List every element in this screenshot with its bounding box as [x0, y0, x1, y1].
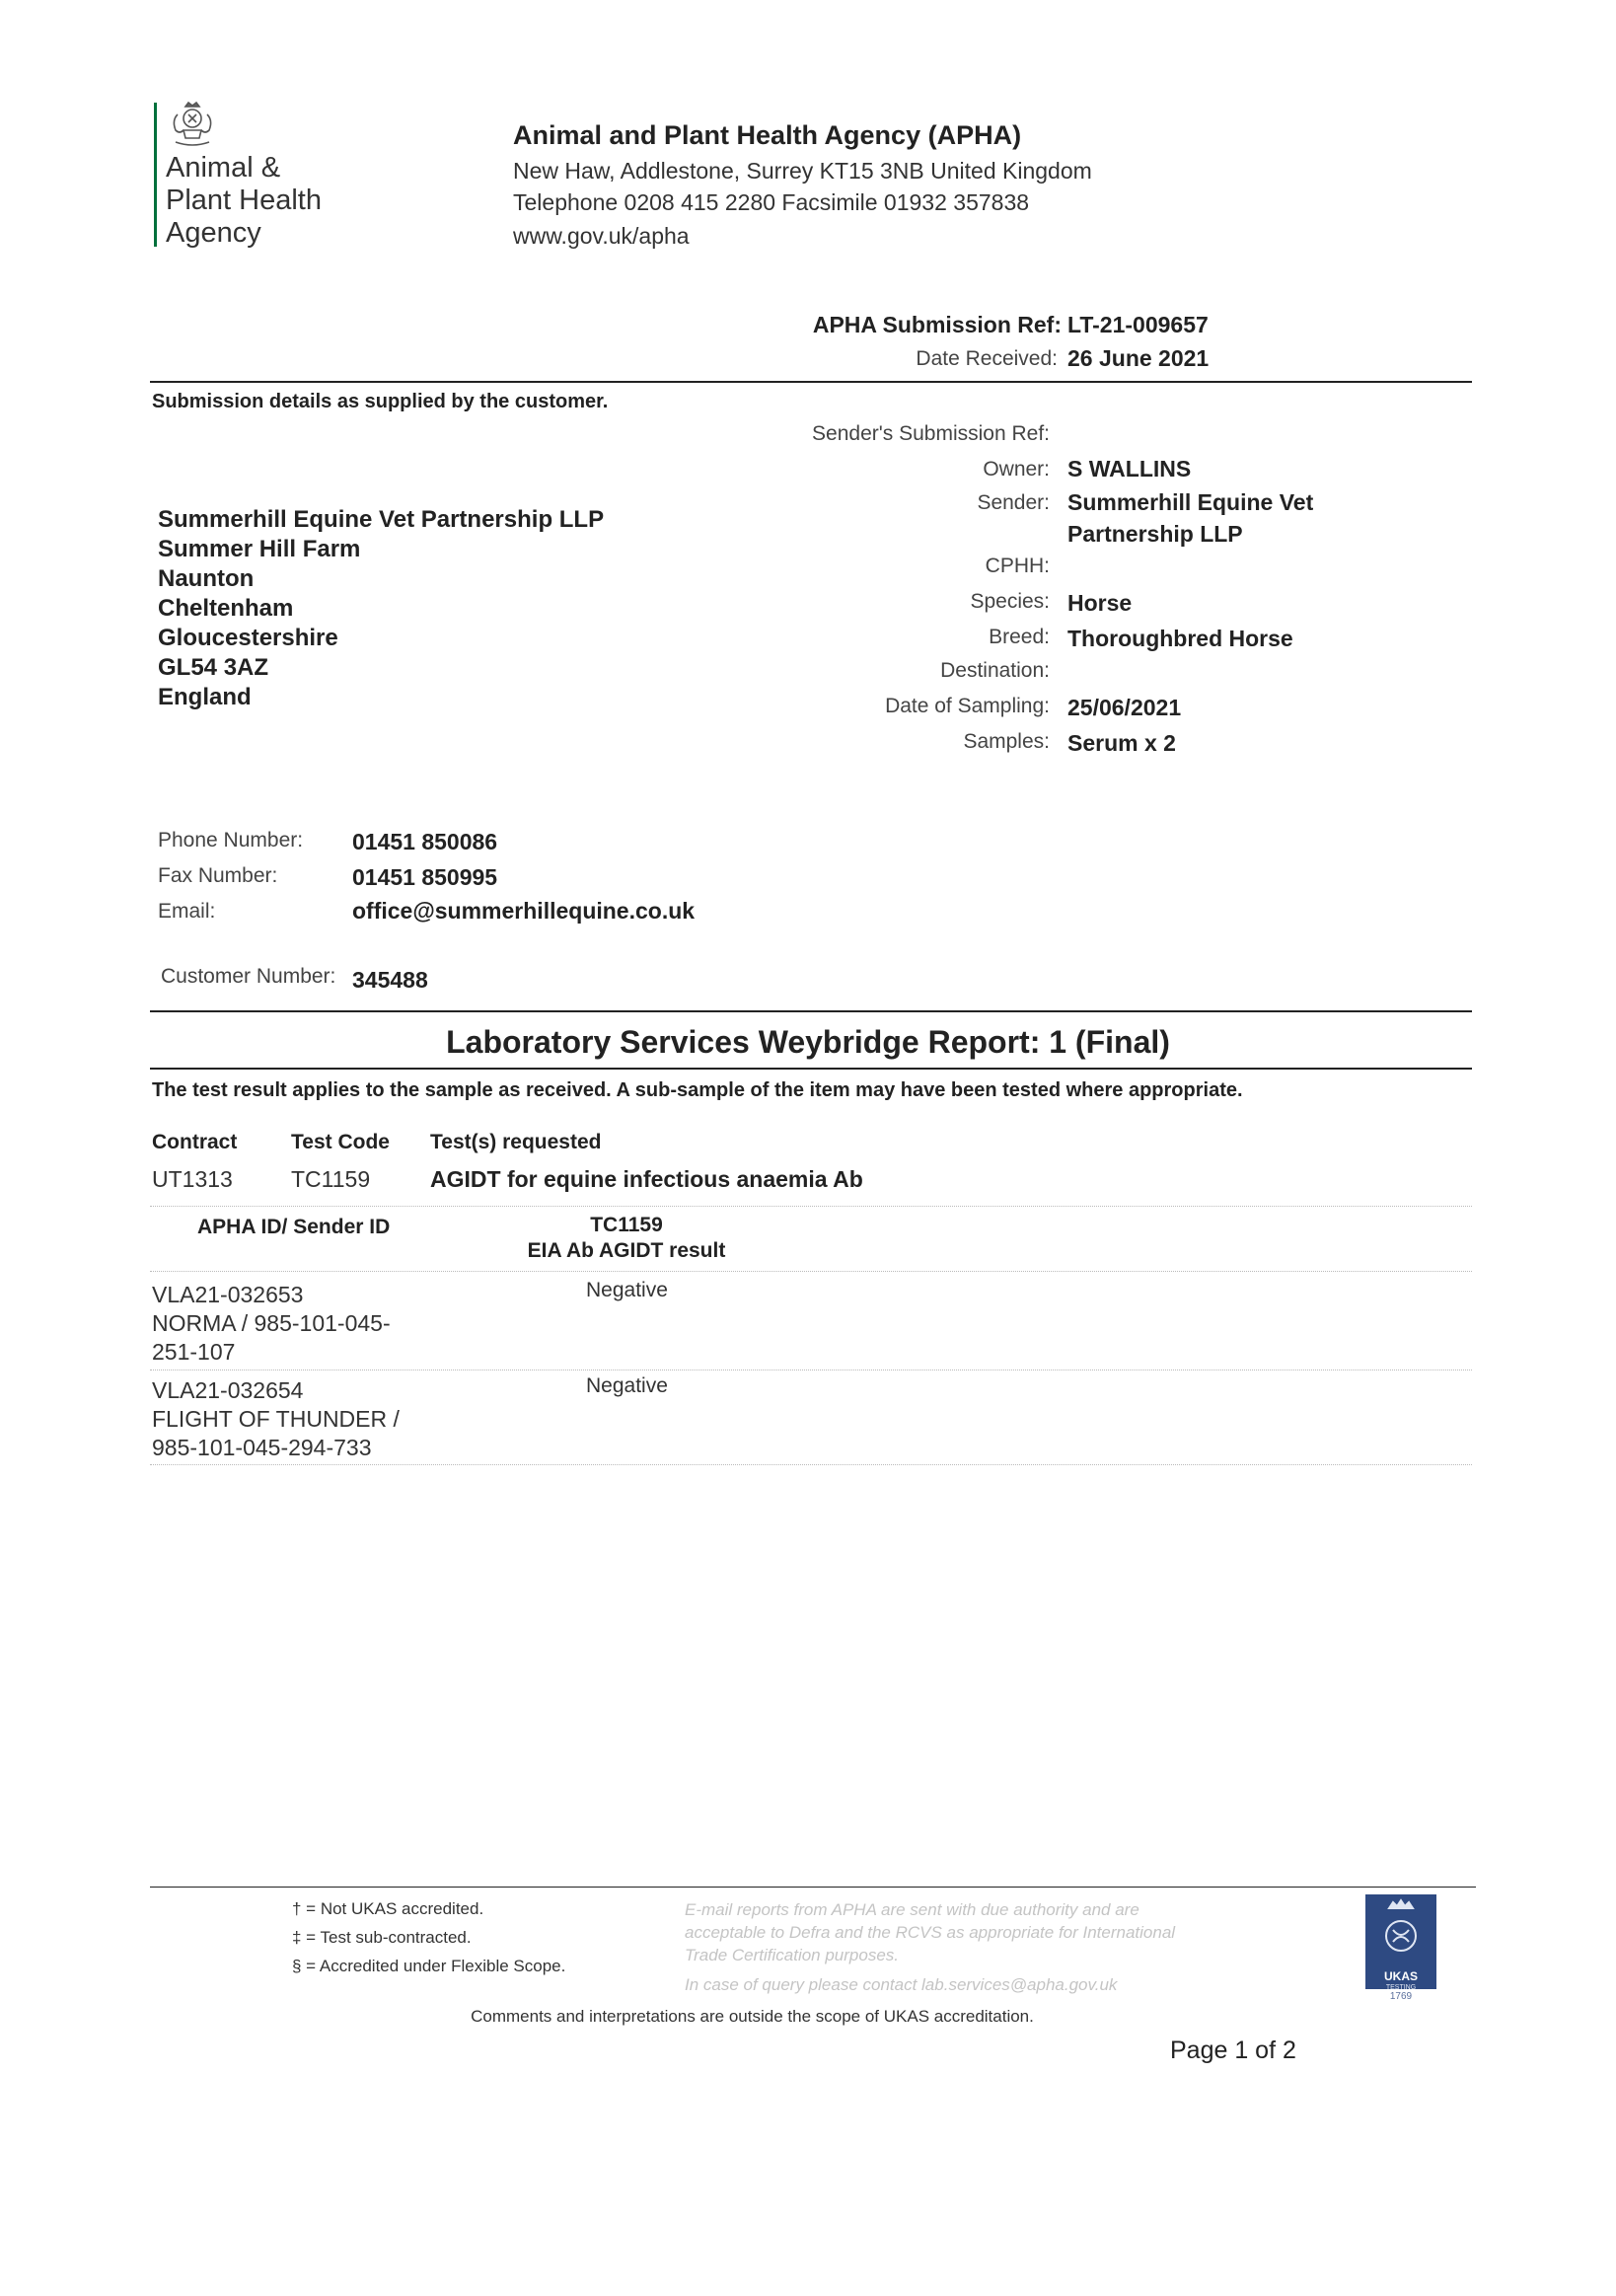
test-column-header-code: TC1159 — [590, 1214, 663, 1236]
agency-website[interactable]: www.gov.uk/apha — [513, 223, 690, 249]
legend-sub-contracted: ‡ = Test sub-contracted. — [292, 1928, 472, 1947]
species-value: Horse — [1067, 590, 1133, 616]
tests-requested-header: Test(s) requested — [430, 1131, 602, 1153]
table-row — [152, 1281, 391, 1367]
ukas-label: UKAS — [1383, 1969, 1418, 1983]
test-code-header: Test Code — [291, 1131, 390, 1153]
date-received-value: 26 June 2021 — [1067, 345, 1210, 371]
apha-id-header: APHA ID/ Sender ID — [197, 1216, 391, 1238]
date-received-label: Date Received: — [916, 347, 1058, 370]
test-column-header-name: EIA Ab AGIDT result — [527, 1239, 726, 1262]
customer-number-label: Customer Number: — [161, 965, 336, 988]
sampling-date-value: 25/06/2021 — [1067, 695, 1182, 720]
email-value[interactable]: office@summerhillequine.co.uk — [352, 898, 696, 924]
result-value: Negative — [586, 1374, 668, 1397]
agency-address: New Haw, Addlestone, Surrey KT15 3NB United Kingdom — [513, 158, 1092, 184]
sampling-date-label: Date of Sampling: — [885, 695, 1050, 717]
result-value: Negative — [586, 1279, 668, 1301]
sender-value-line1: Summerhill Equine Vet — [1067, 489, 1314, 515]
test-code-value: TC1159 — [291, 1166, 371, 1192]
ukas-badge — [1365, 1894, 1436, 1989]
sender-value-line2: Partnership LLP — [1067, 521, 1243, 547]
address-line: Summer Hill Farm — [158, 536, 361, 562]
row-divider — [150, 1464, 1472, 1465]
destination-label: Destination: — [940, 659, 1050, 682]
sender-ref-label: Sender's Submission Ref: — [812, 422, 1050, 445]
report-bottom-divider — [150, 1068, 1472, 1070]
test-requested-value: AGIDT for equine infectious anaemia Ab — [430, 1166, 863, 1192]
address-line: GL54 3AZ — [158, 654, 269, 681]
submission-ref-label: APHA Submission Ref: — [812, 312, 1062, 337]
header-divider — [150, 381, 1472, 383]
fax-value: 01451 850995 — [352, 864, 498, 890]
address-line: Naunton — [158, 565, 255, 592]
legend-not-accredited: † = Not UKAS accredited. — [292, 1899, 484, 1918]
agency-telephone: Telephone 0208 415 2280 Facsimile 01932 357838 — [513, 189, 1030, 215]
species-label: Species: — [970, 590, 1050, 613]
address-line: Gloucestershire — [158, 625, 338, 651]
query-contact-note: In case of query please contact lab.services@apha.gov.uk — [685, 1975, 1118, 1994]
royal-crest-icon — [166, 101, 219, 150]
email-label: Email: — [158, 900, 216, 923]
sender-label: Sender: — [977, 491, 1050, 514]
email-note-line: Trade Certification purposes. — [685, 1946, 900, 1964]
customer-number-value: 345488 — [352, 967, 428, 993]
ukas-crown-icon — [1365, 1894, 1436, 1965]
ukas-number: 1769 — [1389, 1991, 1413, 2002]
phone-label: Phone Number: — [158, 829, 304, 852]
samples-label: Samples: — [963, 730, 1050, 753]
address-line: England — [158, 684, 252, 710]
page-number: Page 1 of 2 — [1170, 2037, 1296, 2064]
report-top-divider — [150, 1010, 1472, 1012]
address-line: Cheltenham — [158, 595, 294, 622]
test-result-note: The test result applies to the sample as received. A sub-sample of the item may have been tested where appropriate. — [152, 1079, 1243, 1101]
sample-id: VLA21-032653 — [152, 1282, 304, 1307]
logo-line: Animal & — [166, 152, 281, 184]
sample-sender-id: 985-101-045-294-733 — [152, 1435, 372, 1460]
sample-sender-id: NORMA / 985-101-045- — [152, 1310, 391, 1336]
contract-value: UT1313 — [152, 1166, 233, 1192]
email-note-line: E-mail reports from APHA are sent with due authority and are — [685, 1900, 1139, 1919]
table-row — [152, 1376, 400, 1462]
ukas-sub-label: TESTING — [1385, 1984, 1417, 1991]
breed-value: Thoroughbred Horse — [1067, 626, 1293, 651]
report-title: Laboratory Services Weybridge Report: 1 (Final) — [446, 1024, 1170, 1060]
contract-header: Contract — [152, 1131, 238, 1153]
breed-label: Breed: — [989, 626, 1050, 648]
submission-ref-value: LT-21-009657 — [1067, 312, 1209, 337]
sample-sender-id: 251-107 — [152, 1339, 236, 1365]
ukas-scope-note: Comments and interpretations are outside the scope of UKAS accreditation. — [471, 2007, 1034, 2026]
cphh-label: CPHH: — [985, 555, 1050, 577]
owner-value: S WALLINS — [1067, 456, 1192, 481]
logo-line: Agency — [166, 217, 261, 249]
row-divider — [150, 1206, 1472, 1207]
footer-divider — [150, 1887, 1476, 1888]
logo-line: Plant Health — [166, 185, 322, 216]
agency-logo-wordmark — [166, 152, 322, 250]
phone-value: 01451 850086 — [352, 829, 498, 854]
footer-legend — [292, 1894, 565, 1980]
sample-id: VLA21-032654 — [152, 1377, 304, 1403]
email-report-note — [685, 1898, 1175, 1966]
samples-value: Serum x 2 — [1067, 730, 1176, 756]
legend-flexible-scope: § = Accredited under Flexible Scope. — [292, 1957, 566, 1975]
sender-address — [158, 505, 604, 712]
email-note-line: acceptable to Defra and the RCVS as appropriate for International — [685, 1923, 1176, 1942]
fax-label: Fax Number: — [158, 864, 278, 887]
address-line: Summerhill Equine Vet Partnership LLP — [158, 506, 605, 533]
logo-accent-bar — [154, 103, 157, 247]
customer-supplied-note: Submission details as supplied by the customer. — [152, 391, 609, 412]
agency-name: Animal and Plant Health Agency (APHA) — [513, 120, 1022, 150]
row-divider — [150, 1271, 1472, 1272]
owner-label: Owner: — [983, 458, 1050, 481]
sample-sender-id: FLIGHT OF THUNDER / — [152, 1406, 400, 1432]
